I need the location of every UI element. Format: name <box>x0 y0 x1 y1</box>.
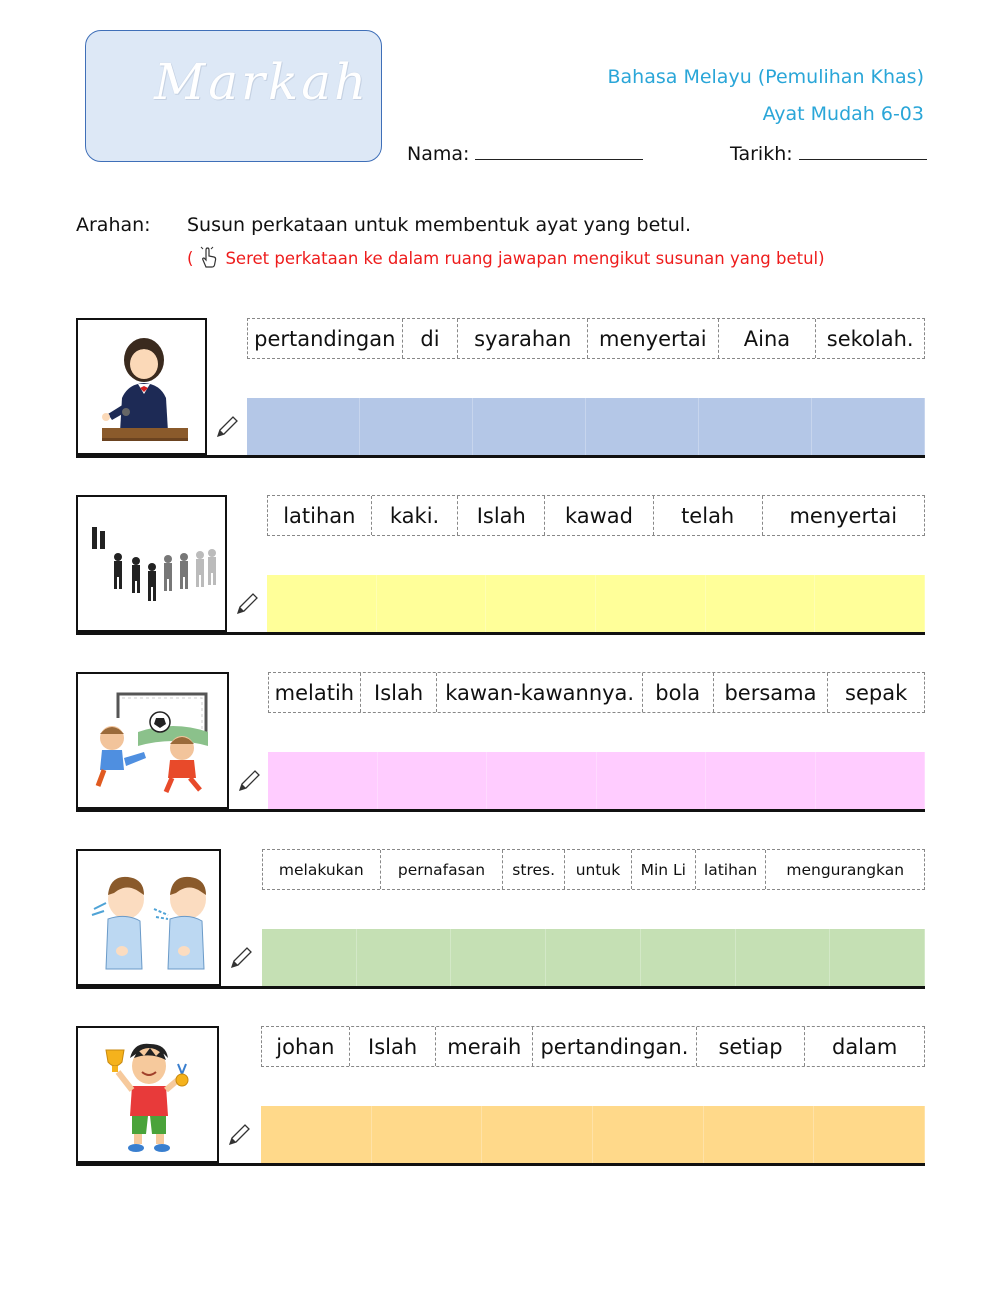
word-bank-1 <box>247 318 925 359</box>
answer-line <box>76 632 925 635</box>
word-tile[interactable]: di <box>402 319 458 358</box>
score-box <box>85 30 382 162</box>
name-field <box>407 142 643 165</box>
word-tile[interactable]: Islah <box>457 496 544 535</box>
word-tile[interactable]: untuk <box>564 850 631 889</box>
question-2-picture <box>76 495 227 632</box>
word-tile[interactable]: telah <box>653 496 762 535</box>
word-tile[interactable]: Islah <box>349 1027 436 1066</box>
word-tile[interactable]: mengurangkan <box>765 850 924 889</box>
word-tile[interactable]: latihan <box>283 503 356 528</box>
question-5-picture <box>76 1026 219 1163</box>
question-3 <box>76 672 925 812</box>
note-open-paren: ( <box>187 248 194 268</box>
girl-speech-icon <box>78 320 205 453</box>
answer-line <box>76 455 925 458</box>
pencil-icon <box>228 945 254 971</box>
worksheet-code: Ayat Mudah 6-03 <box>762 103 924 125</box>
instructions-label: Arahan: <box>76 214 151 236</box>
instructions-note <box>187 246 825 270</box>
football-icon <box>78 674 227 807</box>
date-label: Tarikh: <box>730 143 793 165</box>
word-tile[interactable]: syarahan <box>457 319 587 358</box>
date-field <box>730 142 927 165</box>
word-tile[interactable]: bola <box>642 673 713 712</box>
answer-line <box>76 809 925 812</box>
answer-box-4[interactable] <box>262 929 925 986</box>
word-bank-2 <box>267 495 925 536</box>
answer-box-2[interactable] <box>267 575 925 632</box>
score-label: Markah <box>154 53 370 111</box>
word-tile[interactable]: bersama <box>713 673 828 712</box>
note-text: Seret perkataan ke dalam ruang jawapan mengikut susunan yang betul) <box>225 248 825 268</box>
date-line <box>799 142 927 160</box>
word-tile[interactable]: kawad <box>544 496 653 535</box>
word-tile[interactable]: Islah <box>360 673 437 712</box>
question-3-picture <box>76 672 229 809</box>
pencil-icon <box>214 414 240 440</box>
pencil-icon <box>234 591 260 617</box>
word-tile[interactable]: pernafasan <box>380 850 503 889</box>
word-tile[interactable]: menyertai <box>587 319 718 358</box>
question-1 <box>76 318 925 458</box>
question-4-picture <box>76 849 221 986</box>
question-5 <box>76 1026 925 1166</box>
word-bank-4 <box>262 849 925 890</box>
word-tile[interactable]: kaki. <box>371 496 458 535</box>
question-1-picture <box>76 318 207 455</box>
word-tile[interactable]: melakukan <box>278 860 364 879</box>
drag-hand-icon <box>199 246 219 270</box>
word-tile[interactable]: setiap <box>696 1027 805 1066</box>
answer-box-1[interactable] <box>247 398 925 455</box>
breathing-icon <box>78 851 219 984</box>
word-tile[interactable]: pertandingan <box>254 326 396 351</box>
word-tile[interactable]: meraih <box>435 1027 532 1066</box>
word-tile[interactable]: menyertai <box>762 496 925 535</box>
word-tile[interactable]: dalam <box>804 1027 924 1066</box>
subject-title: Bahasa Melayu (Pemulihan Khas) <box>607 66 924 88</box>
question-2 <box>76 495 925 635</box>
word-tile[interactable]: kawan-kawannya. <box>436 673 641 712</box>
answer-box-3[interactable] <box>268 752 925 809</box>
word-bank-3 <box>268 672 925 713</box>
word-tile[interactable]: pertandingan. <box>532 1027 696 1066</box>
word-tile[interactable]: stres. <box>502 850 564 889</box>
marching-icon <box>78 497 225 630</box>
word-tile[interactable]: Min Li <box>631 850 695 889</box>
word-tile[interactable]: latihan <box>695 850 766 889</box>
question-4 <box>76 849 925 989</box>
word-tile[interactable]: Aina <box>718 319 816 358</box>
pencil-icon <box>226 1122 252 1148</box>
instructions-text: Susun perkataan untuk membentuk ayat yang betul. <box>187 214 692 236</box>
pencil-icon <box>236 768 262 794</box>
word-bank-5 <box>261 1026 925 1067</box>
answer-line <box>76 1163 925 1166</box>
name-line <box>475 142 643 160</box>
word-tile[interactable]: melatih <box>274 680 355 705</box>
trophy-boy-icon <box>78 1028 217 1161</box>
answer-line <box>76 986 925 989</box>
answer-box-5[interactable] <box>261 1106 925 1163</box>
word-tile[interactable]: johan <box>276 1034 335 1059</box>
name-label: Nama: <box>407 143 470 165</box>
word-tile[interactable]: sekolah. <box>815 319 924 358</box>
word-tile[interactable]: sepak <box>827 673 924 712</box>
